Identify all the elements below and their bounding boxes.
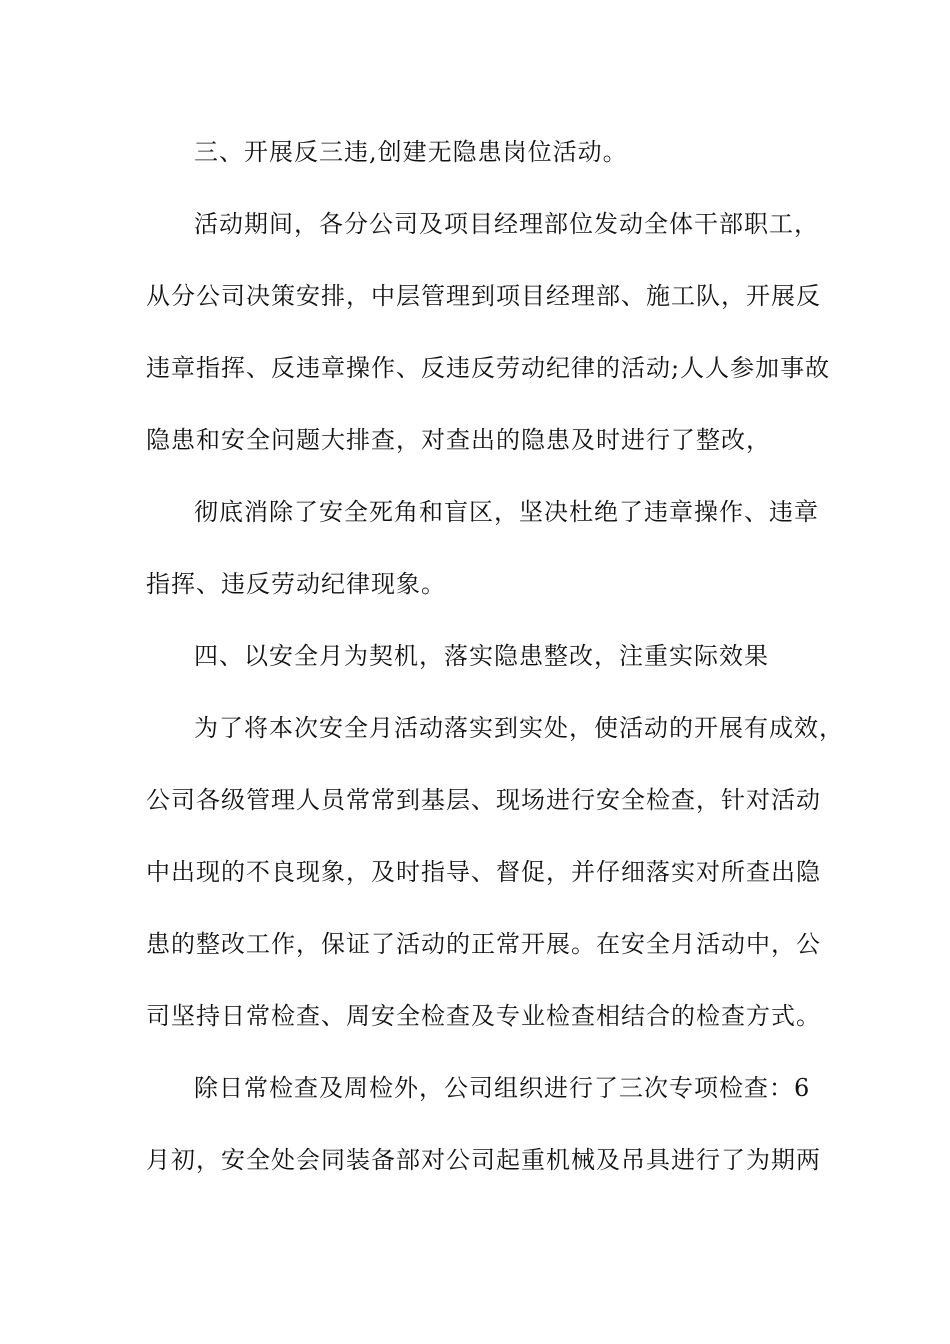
paragraph-line: 从分公司决策安排，中层管理到项目经理部、施工队，开展反 bbox=[146, 282, 821, 310]
paragraph-line: 指挥、违反劳动纪律现象。 bbox=[146, 570, 446, 598]
paragraph-line: 隐患和安全问题大排查，对查出的隐患及时进行了整改， bbox=[146, 426, 771, 454]
paragraph-line: 司坚持日常检查、周安全检查及专业检查相结合的检查方式。 bbox=[146, 1002, 821, 1030]
paragraph-line: 公司各级管理人员常常到基层、现场进行安全检查，针对活动 bbox=[146, 786, 821, 814]
paragraph-line: 违章指挥、反违章操作、反违反劳动纪律的活动;人人参加事故 bbox=[146, 354, 831, 382]
paragraph-line: 活动期间，各分公司及项目经理部位发动全体干部职工， bbox=[194, 210, 819, 238]
paragraph-line: 中出现的不良现象，及时指导、督促，并仔细落实对所查出隐 bbox=[146, 858, 821, 886]
paragraph-line: 患的整改工作，保证了活动的正常开展。在安全月活动中，公 bbox=[146, 930, 821, 958]
paragraph-line: 除日常检查及周检外，公司组织进行了三次专项检查：6 bbox=[194, 1074, 811, 1102]
paragraph-line: 月初，安全处会同装备部对公司起重机械及吊具进行了为期两 bbox=[146, 1146, 821, 1174]
paragraph-line: 彻底消除了安全死角和盲区，坚决杜绝了违章操作、违章 bbox=[194, 498, 819, 526]
section-heading-3: 三、开展反三违,创建无隐患岗位活动。 bbox=[194, 138, 628, 166]
document-body bbox=[146, 128, 844, 1208]
paragraph-line: 为了将本次安全月活动落实到实处，使活动的开展有成效， bbox=[194, 714, 844, 742]
section-heading-4: 四、以安全月为契机，落实隐患整改，注重实际效果 bbox=[194, 642, 769, 670]
